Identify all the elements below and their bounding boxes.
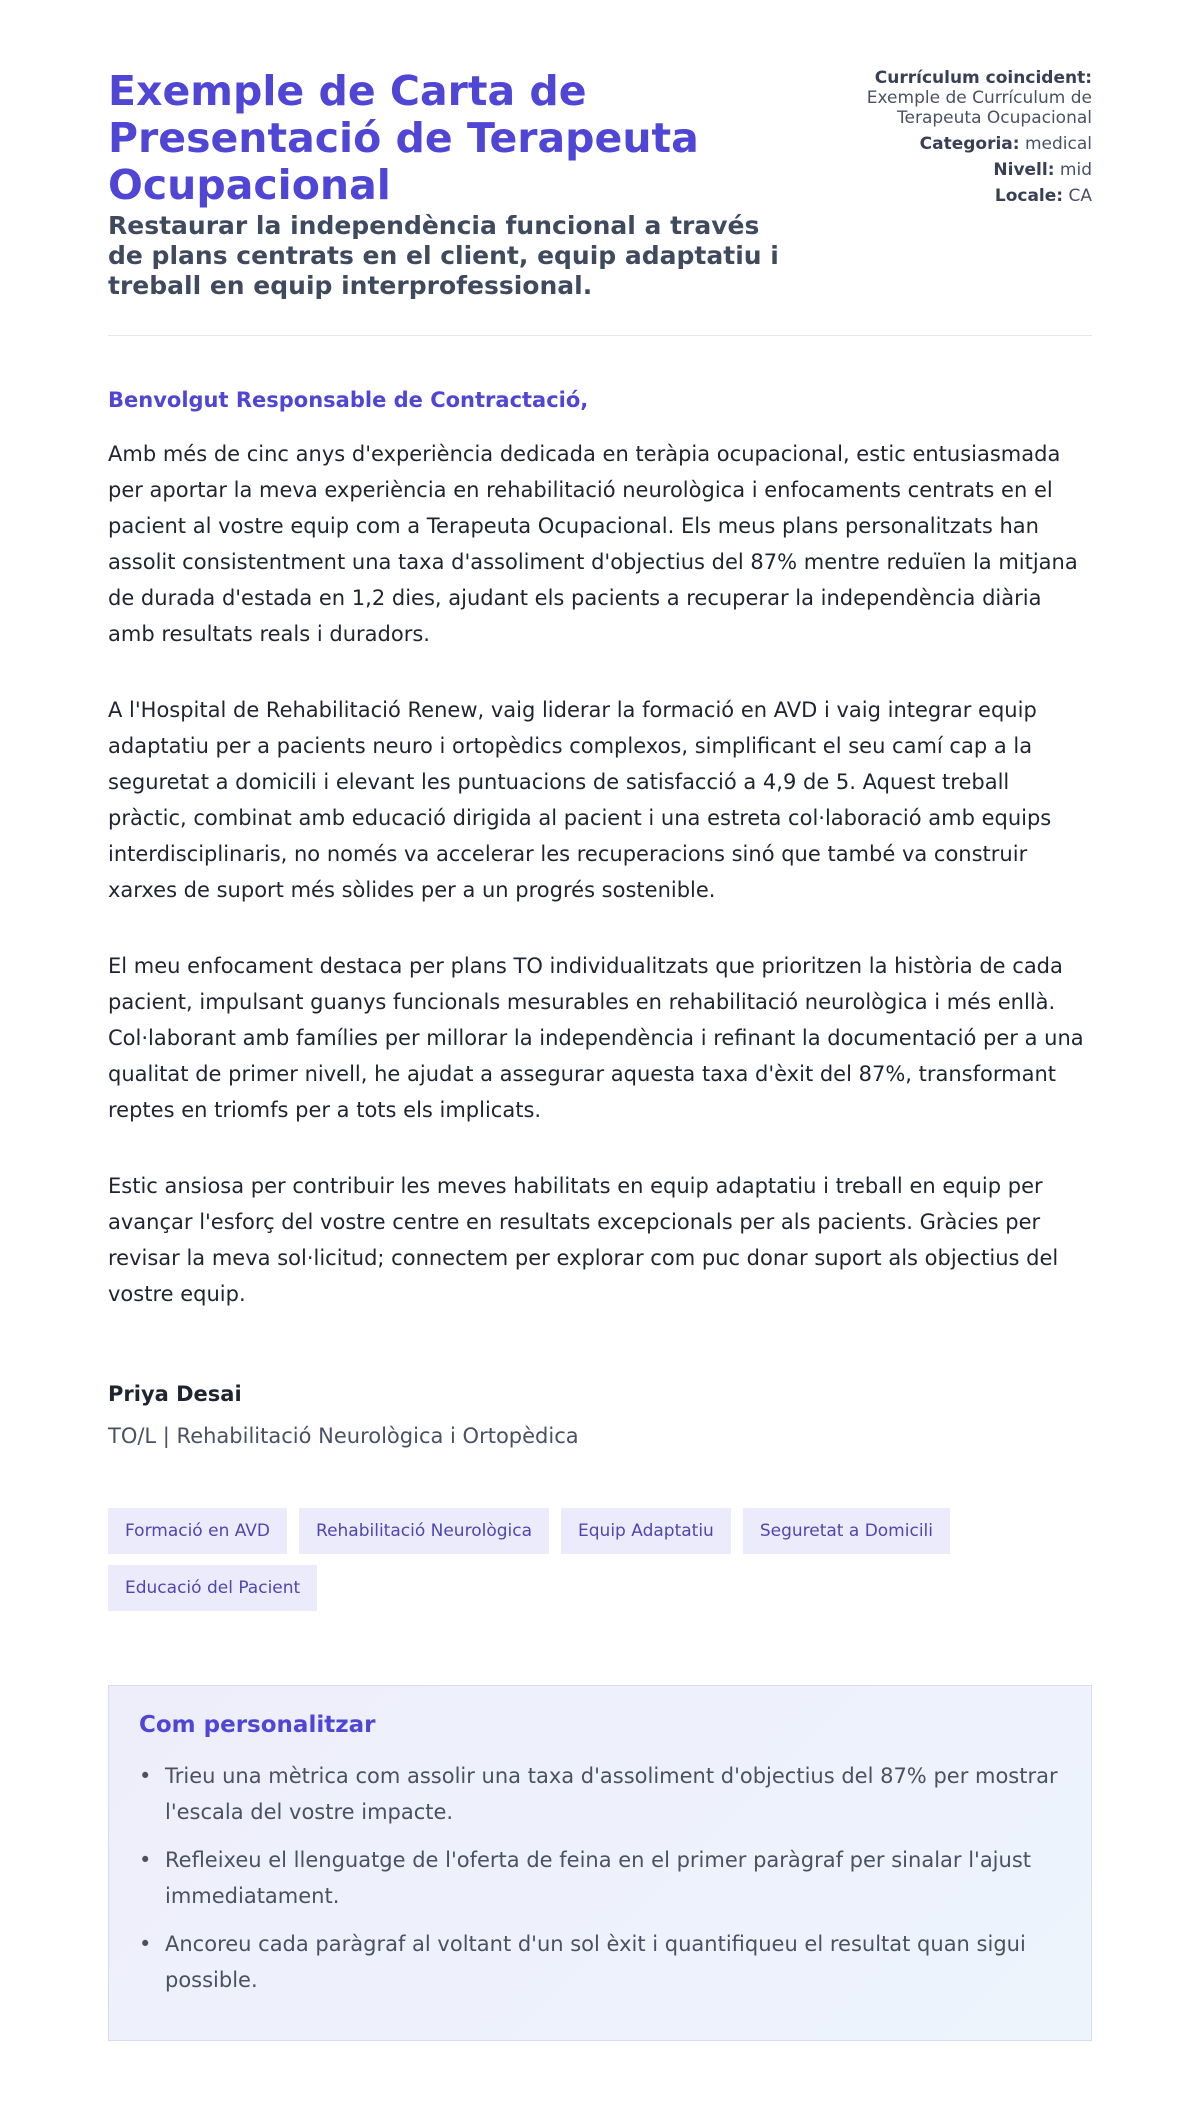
meta-category — [803, 134, 1092, 154]
meta-locale-label: Locale: — [994, 186, 1064, 206]
skill-tag: Rehabilitació Neurològica — [299, 1508, 549, 1554]
meta-locale — [803, 186, 1092, 206]
meta-level — [803, 160, 1092, 180]
letter-paragraph: Amb més de cinc anys d'experiència dedicada en teràpia ocupacional, estic entusiasmada per aportar la meva experiència en rehabilitació neurològica i enfocaments centrats en el pacient al vostre equip com a Terapeuta Ocupacional. Els meus plans personalitzats han assolit consistentment una taxa d'assoliment d'objectius del 87% mentre reduïen la mitjana de durada d'estada en 1,2 dies, ajudant els pacients a recuperar la independència diària amb resultats reals i duradors. — [108, 442, 1078, 646]
tip-item: • Refleixeu el llenguatge de l'oferta de feina en el primer paràgraf per sinalar l'ajust immediatament. — [139, 1842, 1061, 1914]
letter-paragraph: Estic ansiosa per contribuir les meves habilitats en equip adaptatiu i treball en equip per avançar l'esforç del vostre centre en resultats excepcionals per als pacients. Gràcies per revisar la meva sol·licitud; connectem per explorar com puc donar suport als objectius del vostre equip. — [108, 1174, 1059, 1306]
page-title: Exemple de Carta de Presentació de Terapeuta Ocupacional — [108, 67, 699, 209]
title-block — [108, 68, 803, 301]
signature-title: TO/L | Rehabilitació Neurològica i Ortopèdica — [108, 1424, 579, 1448]
skill-tag: Educació del Pacient — [108, 1565, 317, 1611]
tip-item: • Ancoreu cada paràgraf al voltant d'un sol èxit i quantifiqueu el resultat quan sigui possible. — [139, 1926, 1061, 1998]
meta-panel — [803, 68, 1092, 212]
skill-tags — [108, 1508, 988, 1611]
header — [108, 0, 1092, 301]
tips-list — [139, 1758, 1061, 1998]
skill-tag: Seguretat a Domicili — [743, 1508, 950, 1554]
skill-tag: Formació en AVD — [108, 1508, 287, 1554]
meta-category-label: Categoria: — [919, 134, 1020, 154]
salutation: Benvolgut Responsable de Contractació, — [108, 388, 589, 412]
page-subtitle: Restaurar la independència funcional a través de plans centrats en el client, equip adaptatiu i treball en equip interprofessional. — [108, 211, 779, 300]
letter-paragraph: El meu enfocament destaca per plans TO individualitzats que prioritzen la història de cada pacient, impulsant guanys funcionals mesurables en rehabilitació neurològica i més enllà. Col·laborant amb famílies per millorar la independència i refinant la documentació per a una qualitat de primer nivell, he ajudat a assegurar aquesta taxa d'èxit del 87%, transformant reptes en triomfs per a tots els implicats. — [108, 954, 1084, 1122]
meta-resume — [803, 68, 1092, 128]
tip-item: • Trieu una mètrica com assolir una taxa d'assoliment d'objectius del 87% per mostrar l'escala del vostre impacte. — [139, 1758, 1061, 1830]
signature-name: Priya Desai — [108, 1382, 242, 1406]
customization-tips-box — [108, 1685, 1092, 2041]
meta-resume-label: Currículum coincident: — [874, 68, 1092, 88]
letter-body — [108, 436, 1092, 1312]
meta-resume-value: Exemple de Currículum de Terapeuta Ocupacional — [866, 88, 1092, 128]
header-divider — [108, 335, 1092, 336]
meta-category-value: medical — [1024, 134, 1092, 154]
meta-locale-value: CA — [1068, 186, 1092, 206]
tips-title: Com personalitzar — [139, 1712, 376, 1738]
meta-level-value: mid — [1059, 160, 1092, 180]
skill-tag: Equip Adaptatiu — [561, 1508, 731, 1554]
letter-paragraph: A l'Hospital de Rehabilitació Renew, vaig liderar la formació en AVD i vaig integrar equip adaptatiu per a pacients neuro i ortopèdics complexos, simplificant el seu camí cap a la seguretat a domicili i elevant les puntuacions de satisfacció a 4,9 de 5. Aquest treball pràctic, combinat amb educació dirigida al pacient i una estreta col·laboració amb equips interdisciplinaris, no només va accelerar les recuperacions sinó que també va construir xarxes de suport més sòlides per a un progrés sostenible. — [108, 698, 1052, 902]
meta-level-label: Nivell: — [993, 160, 1055, 180]
